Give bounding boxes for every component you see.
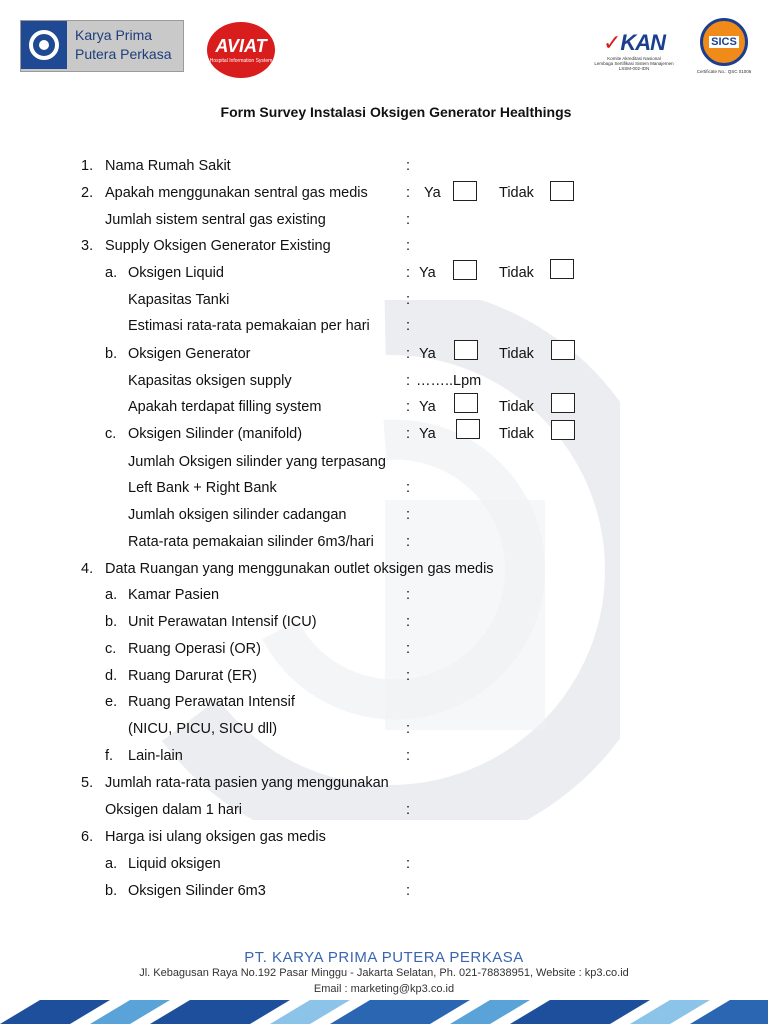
field-label: Supply Oksigen Generator Existing bbox=[105, 238, 331, 254]
footer-address: Jl. Kebagusan Raya No.192 Pasar Minggu - Jakarta Selatan, Ph. 021-78838951, Website : kp3.co.id bbox=[139, 967, 629, 979]
item-letter: b. bbox=[105, 614, 118, 630]
field-label: Unit Perawatan Intensif (ICU) bbox=[128, 614, 317, 630]
colon: : bbox=[406, 587, 411, 603]
capacity-value[interactable]: ……..Lpm bbox=[416, 373, 482, 389]
page-title: Form Survey Instalasi Oksigen Generator Healthings bbox=[220, 104, 572, 120]
kan-sub1: Komite Akreditasi Nasional bbox=[607, 56, 661, 61]
kpp-logo-line1: Karya Prima bbox=[75, 27, 153, 43]
item-letter: b. bbox=[105, 883, 118, 899]
no-label: Tidak bbox=[499, 426, 534, 442]
colon: : bbox=[406, 238, 411, 254]
sics-logo bbox=[694, 18, 754, 78]
field-label: Kamar Pasien bbox=[128, 587, 220, 603]
no-label: Tidak bbox=[499, 346, 534, 362]
colon: : bbox=[406, 292, 411, 308]
yes-checkbox[interactable] bbox=[454, 393, 478, 413]
field-label: Kapasitas oksigen supply bbox=[128, 373, 292, 389]
colon: : bbox=[406, 212, 411, 228]
field-label: Oksigen Generator bbox=[128, 346, 251, 362]
colon: : bbox=[406, 373, 411, 389]
colon: : bbox=[406, 426, 411, 442]
colon: : bbox=[406, 856, 411, 872]
yes-label: Ya bbox=[419, 265, 436, 281]
field-label: Jumlah oksigen silinder cadangan bbox=[128, 507, 347, 523]
field-label: Left Bank + Right Bank bbox=[128, 480, 277, 496]
yes-checkbox[interactable] bbox=[456, 419, 480, 439]
field-label: Apakah terdapat filling system bbox=[128, 399, 322, 415]
colon: : bbox=[406, 641, 411, 657]
yes-label: Ya bbox=[419, 426, 436, 442]
field-label: Ruang Darurat (ER) bbox=[128, 668, 257, 684]
yes-label: Ya bbox=[424, 185, 441, 201]
item-letter: a. bbox=[105, 856, 118, 872]
colon: : bbox=[406, 346, 411, 362]
colon: : bbox=[406, 158, 411, 174]
yes-checkbox[interactable] bbox=[453, 260, 477, 280]
colon: : bbox=[406, 185, 411, 201]
footer-company: PT. KARYA PRIMA PUTERA PERKASA bbox=[244, 949, 524, 966]
item-letter: a. bbox=[105, 265, 118, 281]
field-label: Oksigen Silinder (manifold) bbox=[128, 426, 303, 442]
colon: : bbox=[406, 534, 411, 550]
field-label: Ruang Operasi (OR) bbox=[128, 641, 261, 657]
no-checkbox[interactable] bbox=[551, 393, 575, 413]
item-letter: f. bbox=[105, 748, 114, 764]
colon: : bbox=[406, 265, 411, 281]
no-checkbox[interactable] bbox=[551, 340, 575, 360]
field-label: Jumlah Oksigen silinder yang terpasang bbox=[128, 454, 386, 470]
globe-icon bbox=[700, 18, 748, 66]
sics-cert: Certificate No.: QSC 01006 bbox=[696, 69, 752, 74]
item-number: 6. bbox=[81, 829, 94, 845]
item-letter: c. bbox=[105, 641, 117, 657]
aviat-logo-text: AVIAT bbox=[215, 36, 267, 56]
no-label: Tidak bbox=[499, 265, 534, 281]
field-label: Estimasi rata-rata pemakaian per hari bbox=[128, 318, 370, 334]
item-number: 5. bbox=[81, 775, 94, 791]
item-number: 2. bbox=[81, 185, 94, 201]
field-label: Oksigen Liquid bbox=[128, 265, 224, 281]
colon: : bbox=[406, 721, 411, 737]
check-icon: ✓ bbox=[602, 30, 621, 55]
field-label: Rata-rata pemakaian silinder 6m3/hari bbox=[128, 534, 374, 550]
no-checkbox[interactable] bbox=[550, 259, 574, 279]
item-number: 4. bbox=[81, 561, 94, 577]
colon: : bbox=[406, 668, 411, 684]
field-label: Jumlah sistem sentral gas existing bbox=[105, 212, 326, 228]
kan-logo bbox=[592, 30, 676, 72]
aviat-logo-sub: Hospital Information System bbox=[209, 58, 273, 64]
field-label: Data Ruangan yang menggunakan outlet oksigen gas medis bbox=[105, 561, 494, 577]
item-letter: a. bbox=[105, 587, 118, 603]
item-letter: c. bbox=[105, 426, 117, 442]
item-number: 3. bbox=[81, 238, 94, 254]
yes-checkbox[interactable] bbox=[454, 340, 478, 360]
footer-email[interactable]: Email : marketing@kp3.co.id bbox=[313, 983, 455, 995]
yes-label: Ya bbox=[419, 399, 436, 415]
no-checkbox[interactable] bbox=[550, 181, 574, 201]
colon: : bbox=[406, 507, 411, 523]
field-label: Kapasitas Tanki bbox=[128, 292, 230, 308]
colon: : bbox=[406, 614, 411, 630]
no-checkbox[interactable] bbox=[551, 420, 575, 440]
kan-sub2: Lembaga Sertifikasi Sistem Manajemen bbox=[594, 61, 674, 66]
item-letter: d. bbox=[105, 668, 118, 684]
field-label: Apakah menggunakan sentral gas medis bbox=[105, 185, 368, 201]
item-letter: b. bbox=[105, 346, 118, 362]
colon: : bbox=[406, 318, 411, 334]
yes-label: Ya bbox=[419, 346, 436, 362]
field-label: Liquid oksigen bbox=[128, 856, 221, 872]
field-label: Jumlah rata-rata pasien yang menggunakan bbox=[105, 775, 389, 791]
yes-checkbox[interactable] bbox=[453, 181, 477, 201]
field-label: Lain-lain bbox=[128, 748, 183, 764]
field-label: Nama Rumah Sakit bbox=[105, 158, 231, 174]
sics-logo-text: SICS bbox=[711, 36, 737, 48]
aviat-logo bbox=[207, 22, 277, 78]
kan-sub3: LSSM-002-IDN bbox=[618, 66, 650, 71]
field-label: (NICU, PICU, SICU dll) bbox=[128, 721, 278, 737]
no-label: Tidak bbox=[499, 399, 534, 415]
colon: : bbox=[406, 883, 411, 899]
field-label: Ruang Perawatan Intensif bbox=[128, 694, 295, 710]
kan-logo-text: KAN bbox=[620, 30, 666, 55]
colon: : bbox=[406, 480, 411, 496]
item-letter: e. bbox=[105, 694, 118, 710]
field-label: Harga isi ulang oksigen gas medis bbox=[105, 829, 326, 845]
kpp-logo bbox=[20, 20, 184, 72]
kpp-logo-mark-icon bbox=[21, 21, 67, 69]
no-label: Tidak bbox=[499, 185, 534, 201]
field-label: Oksigen Silinder 6m3 bbox=[128, 883, 266, 899]
item-number: 1. bbox=[81, 158, 94, 174]
field-label: Oksigen dalam 1 hari bbox=[105, 802, 243, 818]
colon: : bbox=[406, 748, 411, 764]
kpp-logo-line2: Putera Perkasa bbox=[75, 46, 172, 62]
colon: : bbox=[406, 399, 411, 415]
footer-stripes bbox=[0, 1000, 768, 1024]
colon: : bbox=[406, 802, 411, 818]
